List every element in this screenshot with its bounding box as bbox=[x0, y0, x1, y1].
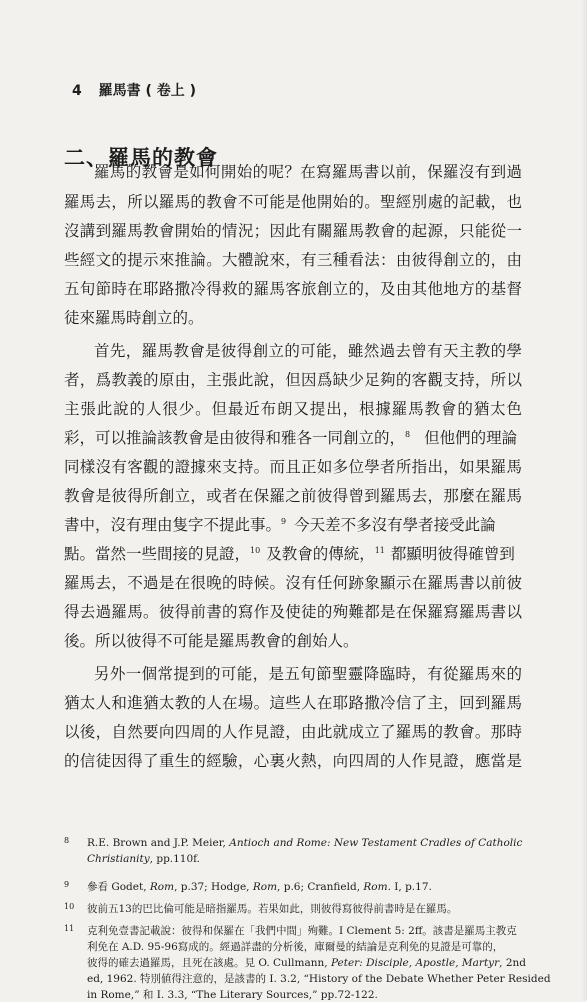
body-text-segment: 彩，可以推論該教會是由彼得和雅各一同創立的， bbox=[64, 429, 406, 447]
footnote-line: in Rome,” 和 I. 3.3, “The Literary Sources,” pp.72-122. bbox=[87, 989, 378, 1001]
footnote-line: 克利免壹書記載說：彼得和保羅在「我們中間」殉難。I Clement 5: 2ff。該書是羅馬主教克 bbox=[87, 925, 517, 937]
footnote-line bbox=[87, 836, 522, 850]
page-number: 4 bbox=[72, 83, 82, 99]
body-text-segment: 點。當然一些間接的見證， bbox=[64, 545, 251, 563]
footnote-title: Christianity bbox=[87, 853, 150, 865]
body-text-segment: 今天差不多沒有學者接受此論 bbox=[294, 516, 496, 534]
body-line: 後。所以彼得不可能是羅馬教會的創始人。 bbox=[64, 632, 359, 650]
footnote-number: 8 bbox=[64, 836, 70, 845]
footnote-line bbox=[87, 852, 200, 866]
footnote-text: 彼得的確去過羅馬，且死在該處。見 O. Cullmann, bbox=[87, 957, 331, 969]
footnote-text: , pp.110f. bbox=[149, 853, 201, 865]
footnote-text: R.E. Brown and J.P. Meier, bbox=[87, 837, 230, 849]
footnote-line: ed, 1962. 特別値得注意的，是該書的 I. 3.2, “History of the Debate Whether Peter Resided bbox=[87, 973, 551, 985]
footnote bbox=[64, 836, 524, 870]
body-line: 徒來羅馬時創立的。 bbox=[64, 309, 204, 327]
book-title: 羅馬書 ( 卷上 ) bbox=[98, 83, 197, 99]
body-line: 羅馬去，所以羅馬的教會不可能是他開始的。聖經別處的記載，也 bbox=[64, 193, 522, 211]
body-text-segment: 但他們的理論 bbox=[424, 429, 518, 447]
body-line: 沒講到羅馬教會開始的情況；因此有關羅馬教會的起源，只能從一 bbox=[64, 222, 522, 240]
footnote-number: 11 bbox=[64, 924, 75, 933]
footnote-ref[interactable]: 9 bbox=[281, 516, 287, 526]
footnote-title: Rom bbox=[149, 881, 175, 893]
body-text-segment: 都顯明彼得確曾到 bbox=[390, 545, 515, 563]
footnote bbox=[64, 924, 551, 1001]
footnote-line: 彼前五13的巴比倫可能是暗指羅馬。若果如此，則彼得寫彼得前書時是在羅馬。 bbox=[87, 903, 458, 915]
body-line: 首先，羅馬教會是彼得創立的可能，雖然過去曾有天主教的學 bbox=[94, 342, 522, 360]
body-line: 羅馬去，不過是在很晚的時候。沒有任何跡象顯示在羅馬書以前彼 bbox=[64, 574, 522, 592]
body-line: 羅馬的教會是如何開始的呢？在寫羅馬書以前，保羅沒有到過 bbox=[94, 163, 522, 181]
footnote-title: Peter: Disciple, Apostle, Martyr bbox=[330, 957, 500, 969]
footnote-text: , p.37; Hodge, bbox=[174, 881, 253, 893]
footnote-ref[interactable]: 11 bbox=[374, 545, 385, 555]
footnote-number: 9 bbox=[64, 880, 70, 889]
footnote-text: , 2nd bbox=[499, 957, 526, 969]
body-line: 同樣沒有客觀的證據來支持。而且正如多位學者所指出，如果羅馬 bbox=[64, 458, 522, 476]
footnote-text: 參看 Godet, bbox=[87, 881, 150, 893]
footnote-title: Rom bbox=[363, 881, 388, 893]
footnote-ref[interactable]: 10 bbox=[250, 545, 261, 555]
footnote-text: . I, p.17. bbox=[387, 881, 432, 893]
body-text-segment: 書中，沒有理由隻字不提此事。 bbox=[64, 516, 282, 534]
body-line: 以後，自然要向四周的人作見證，由此就成立了羅馬的教會。那時 bbox=[64, 723, 522, 741]
footnote-ref[interactable]: 8 bbox=[405, 429, 411, 439]
footnote bbox=[64, 902, 524, 918]
body-line: 教會是彼得所創立，或者在保羅之前彼得曾到羅馬去，那麼在羅馬 bbox=[64, 487, 522, 505]
body-line-with-ref bbox=[64, 428, 522, 450]
body-line: 些經文的提示來推論。大體說來，有三種看法：由彼得創立的，由 bbox=[64, 251, 522, 269]
footnote-title: Rom bbox=[252, 881, 278, 893]
section-heading: 二、羅馬的教會 bbox=[64, 146, 218, 170]
footnote bbox=[64, 880, 524, 896]
footnote-title: Antioch and Rome: New Testament Cradles of Catholic bbox=[229, 837, 523, 849]
page-edge-shadow bbox=[581, 0, 587, 1000]
footnote-line bbox=[87, 956, 526, 970]
footnote-text: , p.6; Cranfield, bbox=[277, 881, 364, 893]
body-line: 另外一個常提到的可能，是五旬節聖靈降臨時，有從羅馬來的 bbox=[94, 665, 522, 683]
body-line-with-ref bbox=[64, 515, 522, 537]
running-head bbox=[72, 80, 196, 100]
body-text-segment: 及教會的傳統， bbox=[266, 545, 375, 563]
body-line-with-ref bbox=[64, 544, 522, 566]
footnote-number: 10 bbox=[64, 902, 75, 911]
footnote-line bbox=[87, 880, 432, 894]
body-line: 的信徒因得了重生的經驗，心裏火熱，向四周的人作見證，應當是 bbox=[64, 752, 522, 770]
body-line: 猶太人和進猶太教的人在場。這些人在耶路撒冷信了主，回到羅馬 bbox=[64, 694, 522, 712]
body-line: 者，爲教義的原由，主張此說，但因爲缺少足夠的客觀支持，所以 bbox=[64, 371, 522, 389]
body-line: 得去過羅馬。彼得前書的寫作及使徒的殉難都是在保羅寫羅馬書以 bbox=[64, 603, 522, 621]
body-line: 五旬節時在耶路撒冷得救的羅馬客旅創立的，及由其他地方的基督 bbox=[64, 280, 522, 298]
footnote-line: 利免在 A.D. 95-96寫成的。經過詳盡的分析後，庫爾曼的結論是克利免的見證是可靠的， bbox=[87, 941, 504, 953]
body-line: 主張此說的人很少。但最近布朗又提出，根據羅馬教會的猶太色 bbox=[64, 400, 522, 418]
